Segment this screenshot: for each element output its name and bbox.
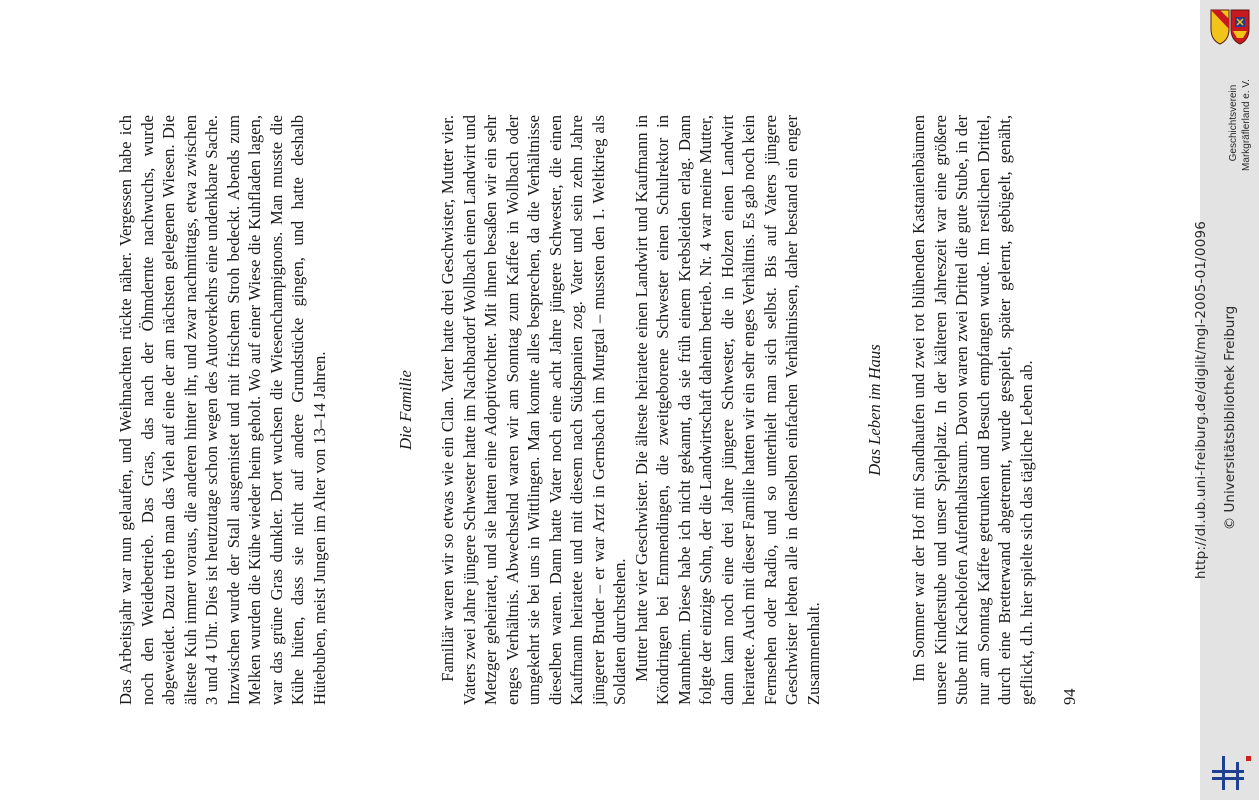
paragraph-family-part-2: Mutter hatte vier Geschwister. Die älteste heiratete einen Landwirt und Kaufmann in Köndringen bei Emmendingen, die zweitgeborene Schwester einen Schulrektor in Mannheim. Diese habe ich nicht gekannt, da sie früh einem Krebsleiden erlag. Dann folgte der einzige Sohn, der die Landwirtschaft daheim betrieb. Nr. 4 war meine Mutter, dann kam noch eine drei Jahre jüngere Schwester, die in Holzen einen Landwirt heiratete. Auch mit dieser Familie hatten wir ein sehr enges Verhältnis. Es gab noch kein Fernsehen oder Radio, und so unterhielt man sich selbst. Bis auf Vaters jüngere Geschwister lebten alle in denselben einfachen Verhältnissen, daher bestand ein enger Zusammenhalt.	[631, 115, 823, 705]
coat-of-arms-icon	[1207, 7, 1253, 47]
paragraph-house-life	[908, 115, 1037, 705]
paragraph-family-part-1: Familiär waren wir so etwas wie ein Clan. Vater hatte drei Geschwister, Mutter vier. Vaters zwei Jahre jüngere Schwester hatte im Nachbardorf Wollbach einen Landwirt und Metzger geheiratet, und sie hatten eine Adoptivtochter. Mit ihnen besaßen wir ein sehr enges Verhältnis. Abwechselnd waren wir am Sonntag zum Kaffee in Wollbach oder umgekehrt sie bei uns in Wittlingen. Man konnte alles besprechen, da die Verhältnisse dieselben waren. Dann hatte Vater noch eine acht Jahre jüngere Schwester, die einen Kaufmann heiratete und mit diesem nach Südspanien zog. Vater und sein zehn Jahre jüngerer Bruder – er war Arzt in Gernsbach im Murgtal – mussten den 1. Weltkrieg als Soldaten durchstehen.	[438, 115, 629, 705]
paragraph-family	[437, 115, 824, 705]
copyright-notice: © Universitätsbibliothek Freiburg	[1222, 305, 1238, 531]
page-number: 94	[1060, 688, 1079, 705]
org-name-line-2: Markgräflerland e. V.	[1241, 79, 1252, 171]
paragraph-pasture: Das Arbeitsjahr war nun gelaufen, und Weihnachten rückte näher. Vergessen habe ich noch den Weidebetrieb. Das Gras, das nach der Öhmdernte nachwuchs, wurde abgeweidet. Dazu trieb man das Vieh auf eine der am nächsten gelegenen Wiesen. Die älteste Kuh immer voraus, die anderen hinter ihr, und zwar nachmittags, etwa zwischen 3 und 4 Uhr. Dies ist heutzutage schon wegen des Autoverkehrs eine undenkbare Sache. Inzwischen wurde der Stall ausgemistet und mit frischem Stroh bedeckt. Abends zum Melken wurden die Kühe wieder heim geholt. Wo auf einer Wiese die Kuhfladen lagen, war das grüne Gras dunkler. Dort wuchsen die Wiesenchampignons. Man musste die Kühe hüten, dass sie nicht auf andere Grundstücke gingen, und hatte deshalb Hütebuben, meist Jungen im Alter von 13–14 Jahren.	[116, 115, 329, 705]
paragraph-house-life-text: Im Sommer war der Hof mit Sandhaufen und zwei rot blühenden Kastanienbäumen unsere Kinderstube und unser Spielplatz. In der kälteren Jahreszeit war eine größere Stube mit Kachelofen Aufenthaltsraum. Davon waren zwei Drittel die gute Stube, in der nur am Sonntag Kaffee getrunken und Besuch empfangen wurde. Im restlichen Drittel, durch eine Bretterwand abgetrennt, wurde gespielt, später gelernt, gebügelt, genäht, geflickt, d.h. hier spielte sich das tägliche Leben ab.	[909, 115, 1036, 705]
org-name-line-1: Geschichtsverein	[1228, 84, 1239, 162]
heading-family: Die Familie	[396, 370, 415, 450]
permalink-url[interactable]: http://dl.ub.uni-freiburg.de/diglit/mgl-2005-01/0096	[1193, 220, 1209, 580]
ub-freiburg-logo-icon	[1210, 750, 1254, 794]
heading-house-life: Das Leben im Haus	[865, 344, 884, 476]
